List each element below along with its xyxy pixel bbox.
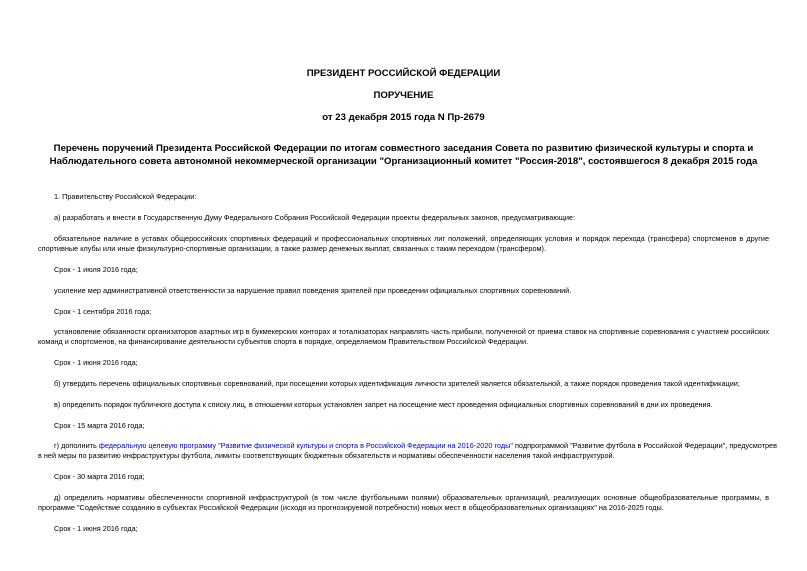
- paragraph-10: в) определить порядок публичного доступа к списку лиц, в отношении которых установлен запрет на посещение мест проведения официальных спортивных соревнований в дни их проведения.: [54, 400, 713, 409]
- paragraph-7-line-2: команд и спортсменов, на финансирование деятельности субъектов спорта в порядке, определяемом Правительством Российской Федерации.: [38, 337, 529, 347]
- paragraph-14: [38, 493, 769, 514]
- paragraph-7-line-1: установление обязанности организаторов азартных игр в букмекерских конторах и тотализаторах направлять часть прибыли, полученной от приема ставок на спортивные соревнования с участием российских: [54, 327, 769, 336]
- paragraph-2: а) разработать и внести в Государственную Думу Федерального Собрания Российской Федерации проекты федеральных законов, предусматривающие:: [54, 213, 575, 222]
- paragraph-3-line-1: обязательное наличие в уставах общероссийских спортивных федераций и профессиональных спортивных лиг положений, определяющих условия и порядок перехода (трансфера) спортсменов в другие: [54, 234, 769, 243]
- paragraph-12-suffix: подпрограммой "Развитие футбола в Российской Федерации", предусмотрев: [512, 441, 777, 450]
- paragraph-14-line-1: д) определить нормативы обеспеченности спортивной инфраструктурой (в том числе футбольными полями) образовательных организаций, реализующих основные общеобразовательные программы, в: [54, 493, 769, 502]
- paragraph-3-line-2: спортивные клубы или иные физкультурно-спортивные организации, а также размер денежных выплат, связанных с таким переходом (трансфером).: [38, 244, 546, 254]
- paragraph-14-line-2: программе "Содействие созданию в субъектах Российской Федерации (исходя из прогнозируемой потребности) новых мест в общеобразовательных организациях" на 2016-2025 годы.: [38, 503, 664, 513]
- federal-program-link[interactable]: федеральную целевую программу "Развитие физической культуры и спорта в Российской Федерации на 2016-2020 годы": [98, 441, 513, 450]
- paragraph-9: б) утвердить перечень официальных спортивных соревнований, при посещении которых идентификация личности зрителей является обязательной, а также порядок проведения такой идентификации;: [54, 379, 740, 388]
- deadline-2: Срок - 1 сентября 2016 года;: [54, 307, 152, 316]
- deadline-4: Срок - 15 марта 2016 года;: [54, 421, 145, 430]
- paragraph-12-line-1: [38, 441, 777, 451]
- document-date-number: от 23 декабря 2015 года N Пр-2679: [322, 112, 485, 123]
- deadline-5: Срок - 30 марта 2016 года;: [54, 472, 145, 481]
- deadline-1: Срок - 1 июля 2016 года;: [54, 265, 138, 274]
- document-type: ПОРУЧЕНИЕ: [373, 90, 434, 101]
- paragraph-3: [38, 234, 769, 255]
- paragraph-5: усиление мер административной ответственности за нарушение правил поведения зрителей при проведении официальных спортивных соревнований.: [54, 286, 572, 295]
- title-line-2: Наблюдательного совета автономной некоммерческой организации "Организационный комитет "Россия-2018", состоявшегося 8 декабря 2015 года: [49, 155, 758, 167]
- paragraph-12: [38, 441, 777, 462]
- paragraph-7: [38, 327, 769, 348]
- deadline-3: Срок - 1 июня 2016 года;: [54, 358, 138, 367]
- paragraph-12-prefix: г) дополнить: [54, 441, 99, 450]
- title-line-1: Перечень поручений Президента Российской Федерации по итогам совместного заседания Совета по развитию физической культуры и спорта и: [53, 143, 754, 154]
- issuing-authority: ПРЕЗИДЕНТ РОССИЙСКОЙ ФЕДЕРАЦИИ: [306, 68, 501, 79]
- paragraph-12-line-2: в ней меры по развитию инфраструктуры футбола, лимиты соответствующих бюджетных обязательств и нормативы обеспеченности населения такой инфраструктурой.: [38, 451, 615, 461]
- deadline-6: Срок - 1 июня 2016 года;: [54, 524, 138, 533]
- document-title: [30, 143, 777, 168]
- paragraph-1: 1. Правительству Российской Федерации:: [54, 192, 197, 201]
